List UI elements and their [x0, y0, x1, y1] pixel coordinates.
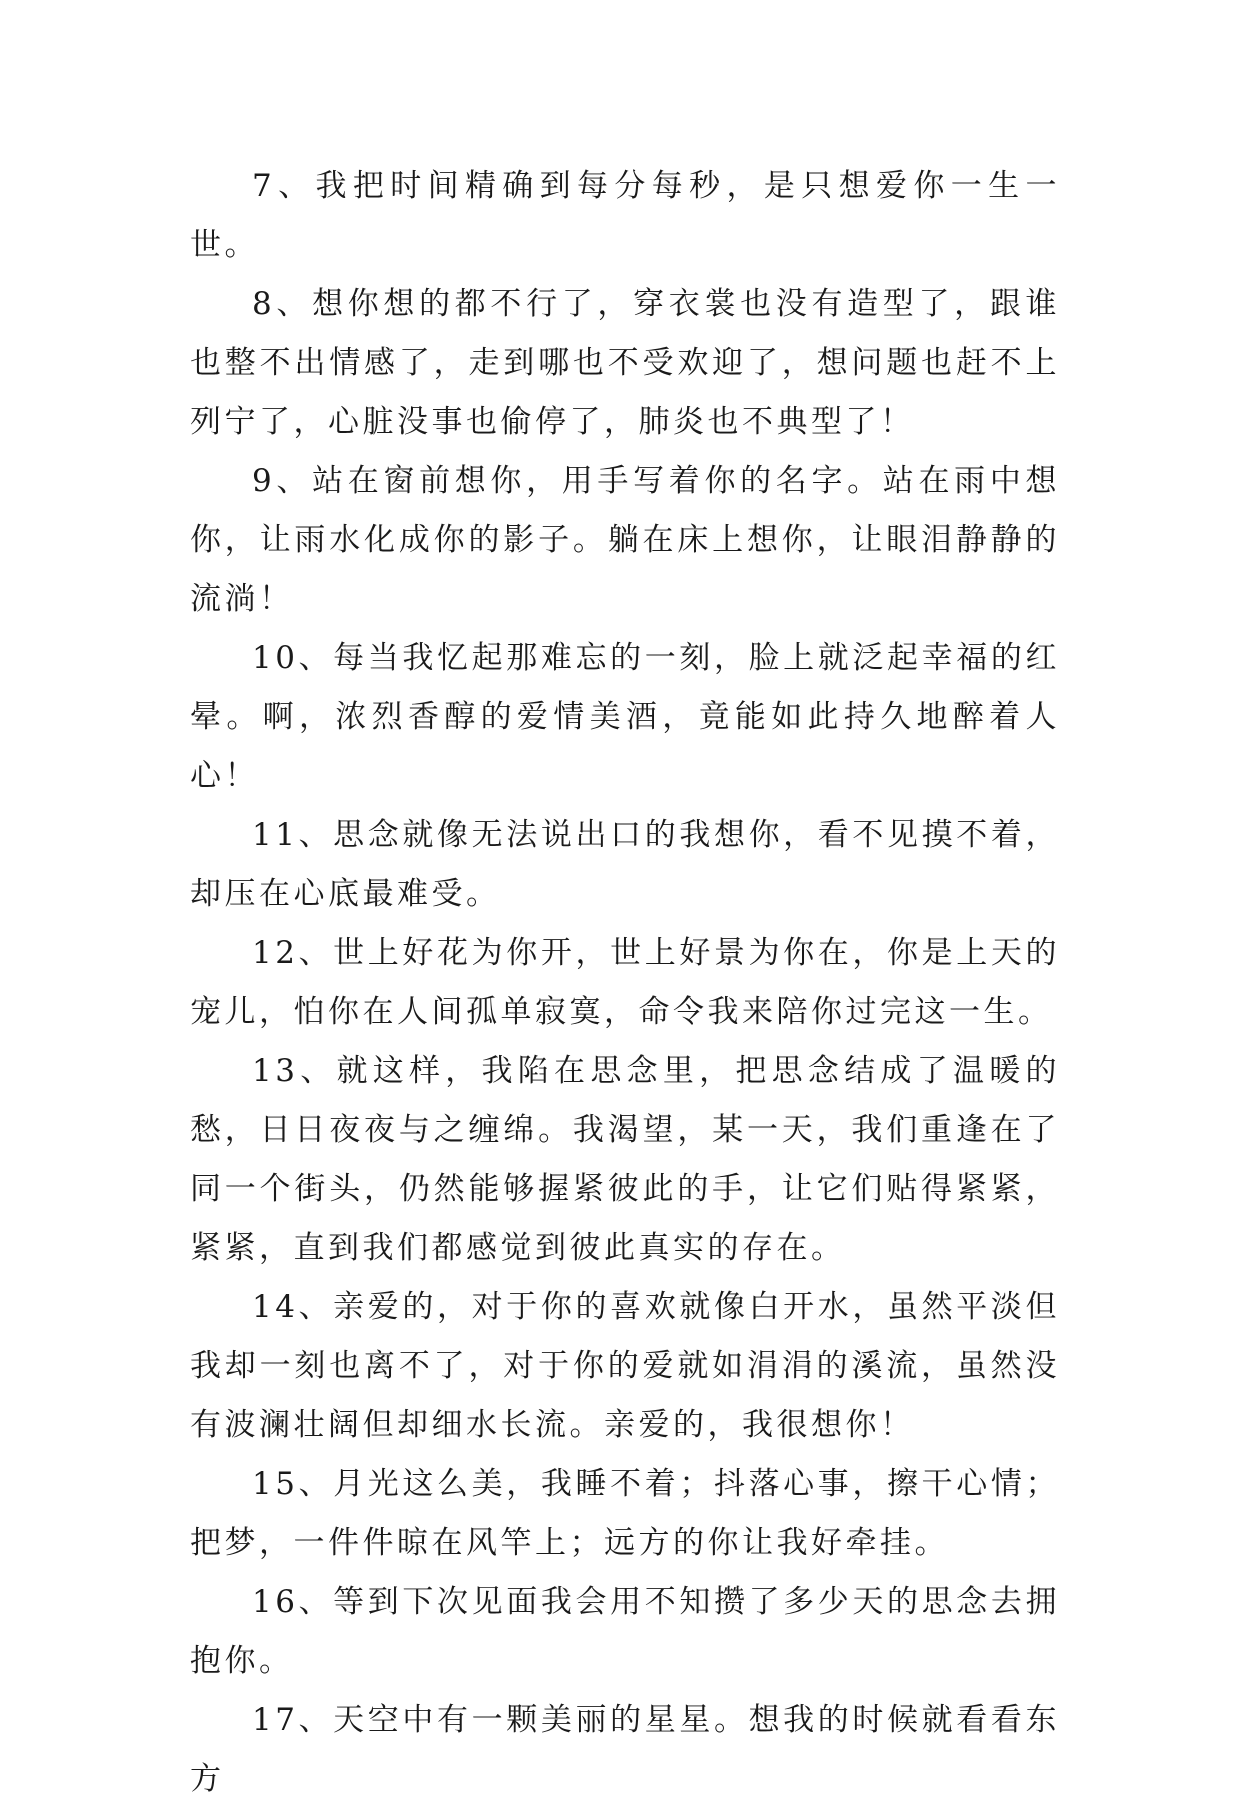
paragraph-8: 8、想你想的都不行了，穿衣裳也没有造型了，跟谁也整不出情感了，走到哪也不受欢迎了，想问题也赶不上列宁了，心脏没事也偷停了，肺炎也不典型了！ — [190, 286, 1060, 440]
paragraph-17: 17、天空中有一颗美丽的星星。想我的时候就看看东方 — [190, 1702, 1060, 1797]
paragraph-12: 12、世上好花为你开，世上好景为你在，你是上天的宠儿，怕你在人间孤单寂寞，命令我来陪你过完这一生。 — [190, 935, 1060, 1030]
document-body — [190, 157, 1060, 1809]
paragraph-13: 13、就这样，我陷在思念里，把思念结成了温暖的愁，日日夜夜与之缠绵。我渴望，某一天，我们重逢在了同一个街头，仍然能够握紧彼此的手，让它们贴得紧紧，紧紧，直到我们都感觉到彼此真实的存在。 — [190, 1053, 1060, 1266]
paragraph-15: 15、月光这么美，我睡不着；抖落心事，擦干心情；把梦，一件件晾在风竿上；远方的你让我好牵挂。 — [190, 1466, 1060, 1561]
paragraph-9: 9、站在窗前想你，用手写着你的名字。站在雨中想你，让雨水化成你的影子。躺在床上想你，让眼泪静静的流淌！ — [190, 463, 1060, 617]
paragraph-10: 10、每当我忆起那难忘的一刻，脸上就泛起幸福的红晕。啊，浓烈香醇的爱情美酒，竟能如此持久地醉着人心！ — [190, 640, 1060, 794]
paragraph-16: 16、等到下次见面我会用不知攒了多少天的思念去拥抱你。 — [190, 1584, 1060, 1679]
paragraph-7: 7、我把时间精确到每分每秒，是只想爱你一生一世。 — [190, 168, 1060, 263]
paragraph-11: 11、思念就像无法说出口的我想你，看不见摸不着，却压在心底最难受。 — [190, 817, 1060, 912]
paragraph-14: 14、亲爱的，对于你的喜欢就像白开水，虽然平淡但我却一刻也离不了，对于你的爱就如涓涓的溪流，虽然没有波澜壮阔但却细水长流。亲爱的，我很想你！ — [190, 1289, 1060, 1443]
